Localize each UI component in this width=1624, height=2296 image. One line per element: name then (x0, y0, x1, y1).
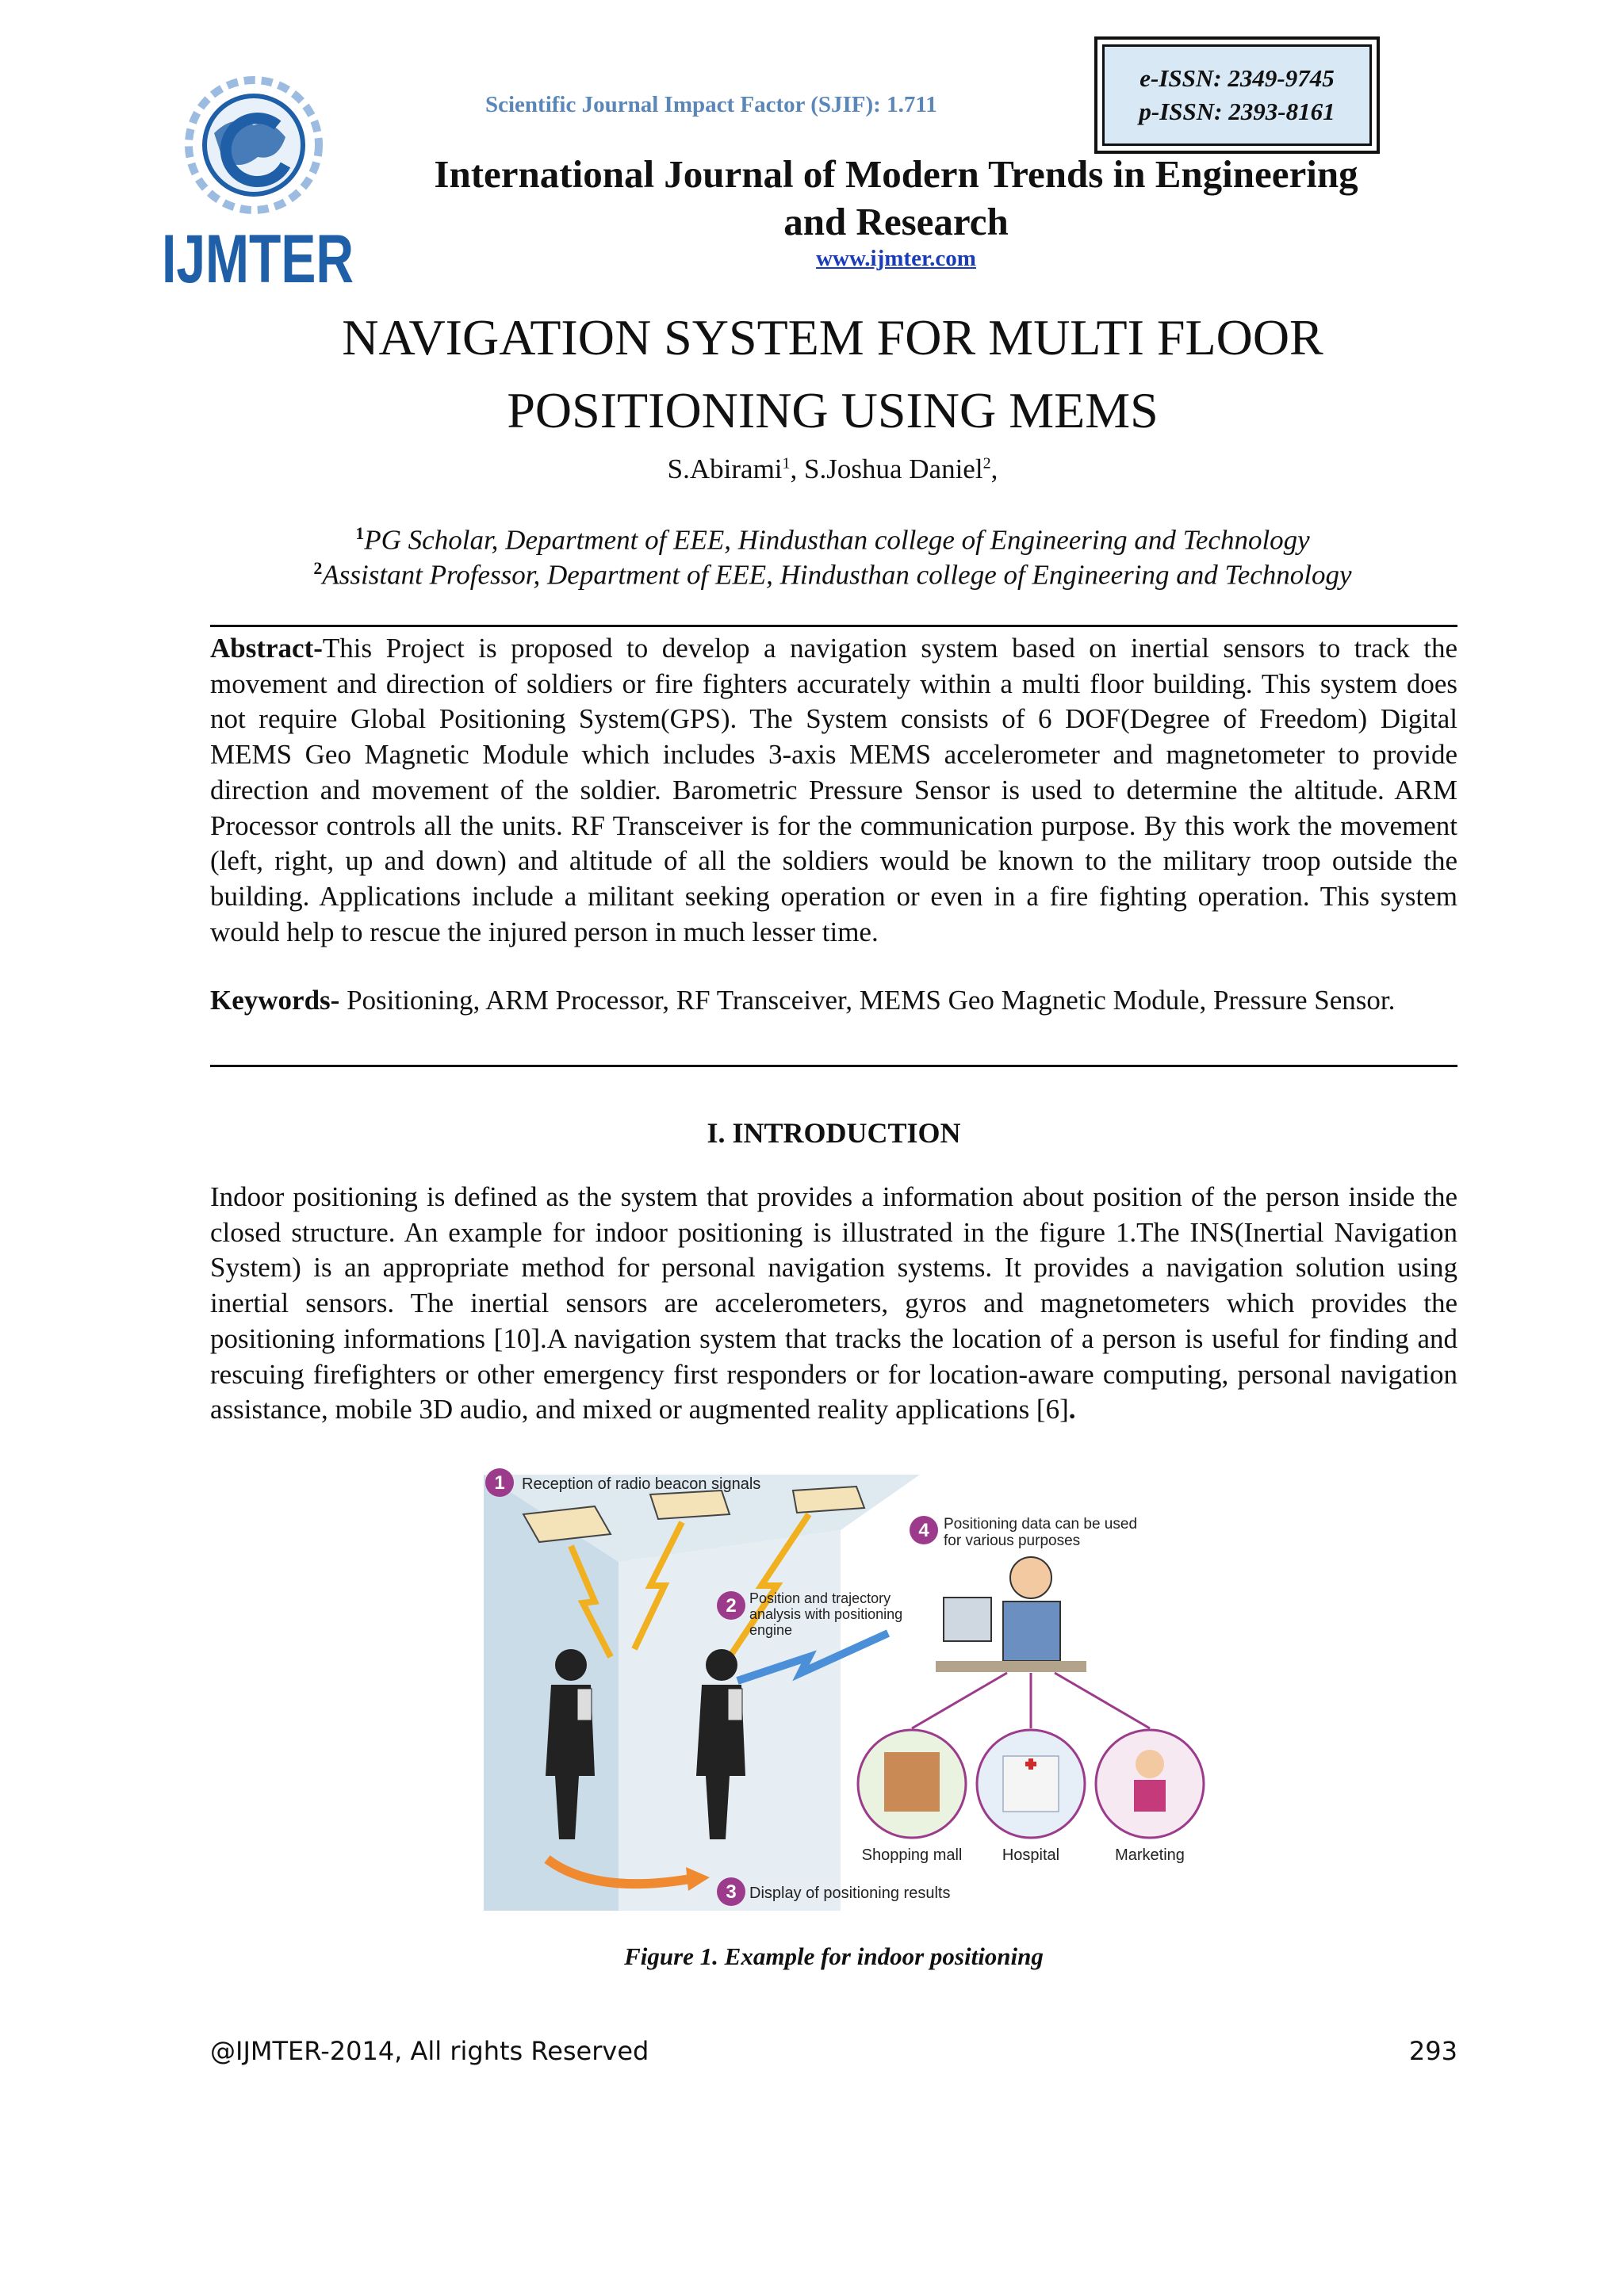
use-case-hospital: Hospital (1002, 1846, 1060, 1864)
impact-factor: Scientific Journal Impact Factor (SJIF): 1.711 (485, 92, 937, 117)
affiliation-1 (119, 523, 1546, 557)
svg-text:3: 3 (726, 1881, 737, 1903)
author-1: S.Abirami (667, 453, 783, 484)
abstract (210, 631, 1457, 950)
footer-copyright: @IJMTER-2014, All rights Reserved (210, 2036, 649, 2066)
divider-top (210, 625, 1457, 627)
paper-title-line1: NAVIGATION SYSTEM FOR MULTI FLOOR (342, 309, 1323, 365)
page-number: 293 (1408, 2036, 1457, 2066)
journal-title-line1: International Journal of Modern Trends in Engineering (434, 152, 1358, 196)
e-issn: e-ISSN: 2349-9745 (1139, 64, 1335, 92)
abstract-text: This Project is proposed to develop a navigation system based on inertial sensors to track the movement and direction of soldiers or fire fighters accurately within a multi floor building. This system does not require Global Positioning System(GPS). The System consists of 6 DOF(Degree of Freedom) Digital MEMS Geo Magnetic Module which includes 3-axis MEMS accelerometer and magnetometer to provide direction and movement of the soldier. Barometric Pressure Sensor is used to determine the altitude. ARM Processor controls all the units. RF Transceiver is for the communication purpose. By this work the movement (left, right, up and down) and altitude of all the soldiers would be known to the military troop outside the building. Applications include a militant seeking operation or even in a fire fighting operation. This system would help to rescue the injured person in much lesser time. (210, 633, 1457, 947)
journal-link[interactable]: www.ijmter.com (816, 246, 976, 271)
authors (238, 453, 1427, 485)
journal-title-line2: and Research (783, 200, 1009, 243)
svg-text:Positioning data can be used: Positioning data can be used (944, 1516, 1138, 1533)
introduction-text (210, 1180, 1457, 1428)
journal-url (381, 246, 1411, 272)
journal-logo (159, 70, 357, 297)
affiliation-1-sup: 1 (355, 523, 365, 543)
svg-text:Display of positioning results: Display of positioning results (749, 1885, 951, 1902)
keywords-text: Positioning, ARM Processor, RF Transceiver, MEMS Geo Magnetic Module, Pressure Sensor. (339, 985, 1396, 1016)
use-case-marketing: Marketing (1115, 1846, 1185, 1864)
svg-text:for various purposes: for various purposes (944, 1533, 1081, 1549)
beacon-2-icon (650, 1490, 730, 1519)
svg-text:2: 2 (726, 1595, 737, 1617)
keywords-label: Keywords- (210, 985, 340, 1016)
section-heading-introduction: I. INTRODUCTION (707, 1117, 961, 1149)
svg-text:1: 1 (494, 1472, 505, 1494)
svg-text:Position and trajectory: Position and trajectory (749, 1590, 891, 1606)
issn-box (1094, 36, 1380, 154)
logo-globe-icon (159, 70, 357, 297)
svg-text:analysis with positioning: analysis with positioning (749, 1606, 903, 1622)
figure-indoor-positioning (476, 1467, 1189, 1911)
author-separator: , (790, 453, 805, 484)
figure-caption: Figure 1. Example for indoor positioning (624, 1942, 1044, 1970)
paper-title (238, 301, 1427, 447)
affiliation-2 (119, 558, 1546, 591)
svg-text:Reception of radio beacon sign: Reception of radio beacon signals (522, 1475, 761, 1493)
beacon-3-icon (793, 1487, 864, 1513)
use-case-shopping-mall: Shopping mall (861, 1846, 963, 1864)
p-issn: p-ISSN: 2393-8161 (1139, 98, 1335, 125)
logo-text: IJMTER (162, 221, 354, 297)
introduction-end: . (1068, 1394, 1076, 1425)
journal-title (381, 151, 1411, 246)
affiliation-2-text: Assistant Professor, Department of EEE, Hindusthan college of Engineering and Technology (322, 559, 1352, 591)
author-end: , (990, 453, 998, 484)
svg-text:engine: engine (749, 1622, 793, 1638)
author-2-sup: 2 (982, 454, 991, 473)
divider-bottom (210, 1065, 1457, 1067)
abstract-label: Abstract- (210, 633, 323, 664)
introduction-body: Indoor positioning is defined as the system that provides a information about position of the person inside the closed structure. An example for indoor positioning is illustrated in the figure 1.The INS(Inertial Navigation System) is an appropriate method for personal navigation systems. It provides a navigation solution using inertial sensors. The inertial sensors are accelerometers, gyros and magnetometers which provides the positioning informations [10].A navigation system that tracks the location of a person is useful for finding and rescuing firefighters or other emergency first responders or for location-aware computing, personal navigation assistance, mobile 3D audio, and mixed or augmented reality applications [6] (210, 1181, 1457, 1425)
affiliation-2-sup: 2 (313, 558, 323, 578)
author-2: S.Joshua Daniel (804, 453, 983, 484)
affiliation-1-text: PG Scholar, Department of EEE, Hindusthan college of Engineering and Technology (364, 524, 1310, 556)
computer-icon (944, 1598, 991, 1641)
author-1-sup: 1 (782, 454, 791, 473)
paper-title-line2: POSITIONING USING MEMS (507, 382, 1159, 438)
svg-text:4: 4 (918, 1520, 929, 1541)
keywords (210, 983, 1457, 1019)
